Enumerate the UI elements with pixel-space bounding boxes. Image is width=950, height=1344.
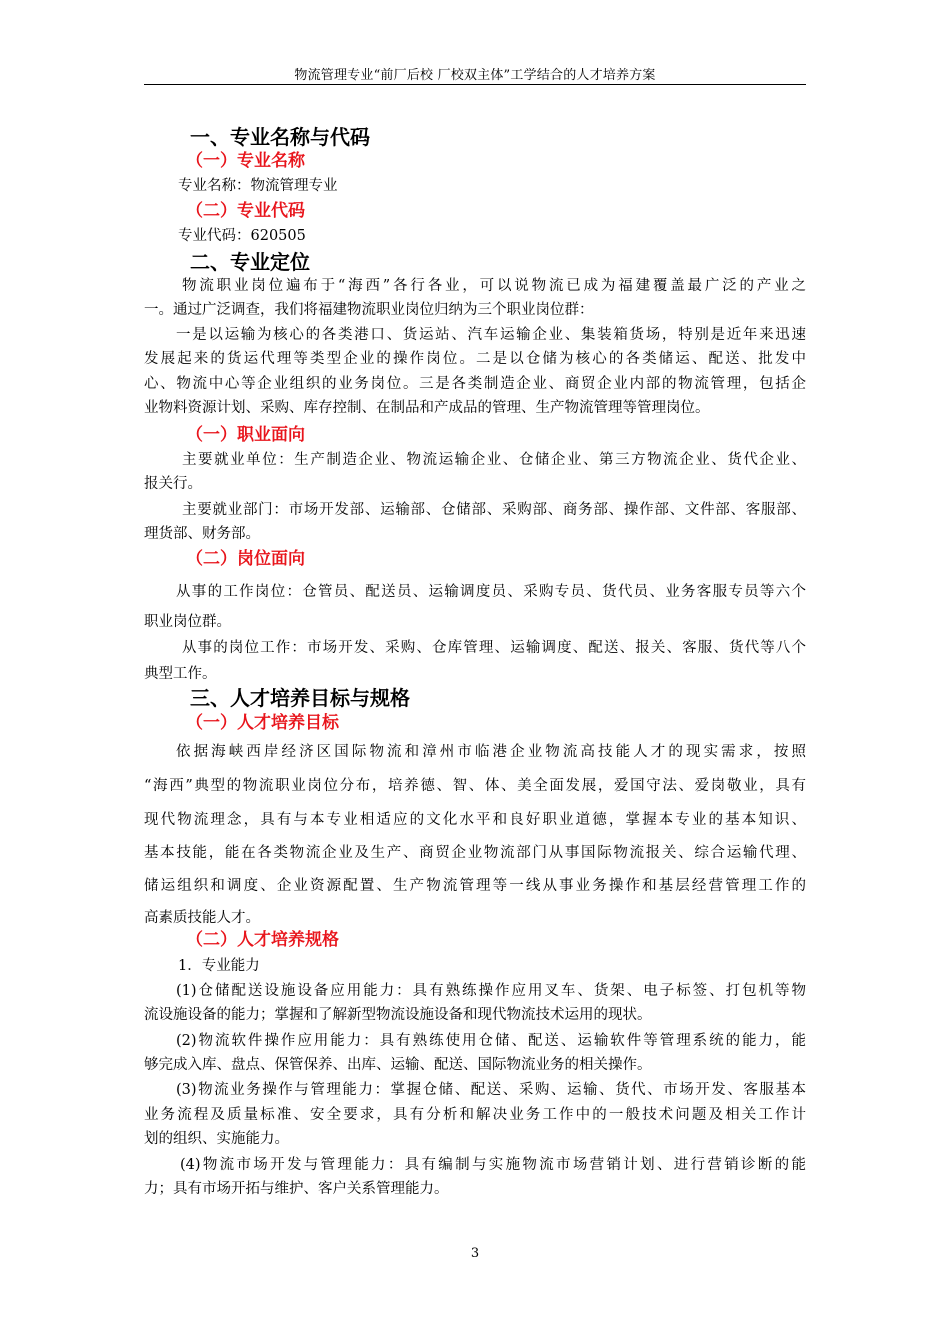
- major-name-text: 专业名称：物流管理专业: [178, 178, 338, 194]
- paragraph-line: 理货部、财务部。: [144, 526, 260, 542]
- section-3-title: 三、人才培养目标与规格: [190, 686, 410, 710]
- paragraph-line: 业物料资源计划、采购、库存控制、在制品和产成品的管理、生产物流管理等管理岗位。: [144, 400, 710, 416]
- list-item-line: 划的组织、实施能力。: [144, 1131, 289, 1147]
- section-2b-title: （二）岗位面向: [186, 549, 305, 569]
- paragraph-line: 依据海峡西岸经济区国际物流和漳州市临港企业物流高技能人才的现实需求，按照: [176, 744, 806, 760]
- paragraph-line: 典型工作。: [144, 666, 217, 682]
- paragraph-line: 从事的工作岗位：仓管员、配送员、运输调度员、采购专员、货代员、业务客服专员等六个: [176, 584, 806, 600]
- page-number: 3: [470, 1246, 480, 1261]
- section-1b-title: （二）专业代码: [186, 201, 305, 221]
- section-3a-title: （一）人才培养目标: [186, 713, 339, 733]
- section-2-title: 二、专业定位: [190, 250, 310, 274]
- paragraph-line: 一。通过广泛调查，我们将福建物流职业岗位归纳为三个职业岗位群：: [144, 302, 594, 318]
- list-item-line: 业务流程及质量标准、安全要求，具有分析和解决业务工作中的一般技术问题及相关工作计: [144, 1107, 806, 1123]
- section-1-title: 一、专业名称与代码: [190, 125, 370, 149]
- paragraph-line: 主要就业部门：市场开发部、运输部、仓储部、采购部、商务部、操作部、文件部、客服部、: [182, 502, 806, 518]
- list-item-line: (4)物流市场开发与管理能力：具有编制与实施物流市场营销计划、进行营销诊断的能: [180, 1157, 806, 1173]
- paragraph-line: 现代物流理念，具有与本专业相适应的文化水平和良好职业道德，掌握本专业的基本知识、: [144, 812, 806, 828]
- paragraph-line: 储运组织和调度、企业资源配置、生产物流管理等一线从事业务操作和基层经营管理工作的: [144, 878, 806, 894]
- list-item-line: 流设施设备的能力；掌握和了解新型物流设施设备和现代物流技术运用的现状。: [144, 1007, 652, 1023]
- paragraph-line: 报关行。: [144, 476, 202, 492]
- paragraph-line: 心、物流中心等企业组织的业务岗位。三是各类制造企业、商贸企业内部的物流管理，包括企: [144, 376, 806, 392]
- paragraph-line: 物流职业岗位遍布于“海西”各行各业，可以说物流已成为福建覆盖最广泛的产业之: [182, 278, 806, 294]
- paragraph-line: “海西”典型的物流职业岗位分布，培养德、智、体、美全面发展，爱国守法、爱岗敬业，具有: [144, 778, 806, 794]
- paragraph-line: 从事的岗位工作：市场开发、采购、仓库管理、运输调度、配送、报关、客服、货代等八个: [182, 640, 806, 656]
- section-1a-title: （一）专业名称: [186, 151, 305, 171]
- list-item-line: (3)物流业务操作与管理能力：掌握仓储、配送、采购、运输、货代、市场开发、客服基本: [176, 1082, 806, 1098]
- list-item-line: 力；具有市场开拓与维护、客户关系管理能力。: [144, 1181, 449, 1197]
- paragraph-line: 发展起来的货运代理等类型企业的操作岗位。二是以仓储为核心的各类储运、配送、批发中: [144, 351, 806, 367]
- list-item-line: (2)物流软件操作应用能力：具有熟练使用仓储、配送、运输软件等管理系统的能力，能: [176, 1033, 806, 1049]
- major-code-text: 专业代码：620505: [178, 228, 306, 244]
- page-header: 物流管理专业“前厂后校 厂校双主体”工学结合的人才培养方案: [294, 68, 656, 83]
- paragraph-line: 高素质技能人才。: [144, 910, 260, 926]
- paragraph-line: 职业岗位群。: [144, 614, 231, 630]
- list-item-line: (1)仓储配送设施设备应用能力：具有熟练操作应用叉车、货架、电子标签、打包机等物: [176, 983, 806, 999]
- paragraph-line: 一是以运输为核心的各类港口、货运站、汽车运输企业、集装箱货场，特别是近年来迅速: [176, 327, 806, 343]
- paragraph-line: 基本技能，能在各类物流企业及生产、商贸企业物流部门从事国际物流报关、综合运输代理、: [144, 845, 806, 861]
- section-3b-title: （二）人才培养规格: [186, 930, 339, 950]
- subheading-professional-ability: 1．专业能力: [178, 958, 260, 974]
- list-item-line: 够完成入库、盘点、保管保养、出库、运输、配送、国际物流业务的相关操作。: [144, 1057, 652, 1073]
- paragraph-line: 主要就业单位：生产制造企业、物流运输企业、仓储企业、第三方物流企业、货代企业、: [182, 452, 806, 468]
- header-rule: [144, 84, 806, 85]
- section-2a-title: （一）职业面向: [186, 425, 305, 445]
